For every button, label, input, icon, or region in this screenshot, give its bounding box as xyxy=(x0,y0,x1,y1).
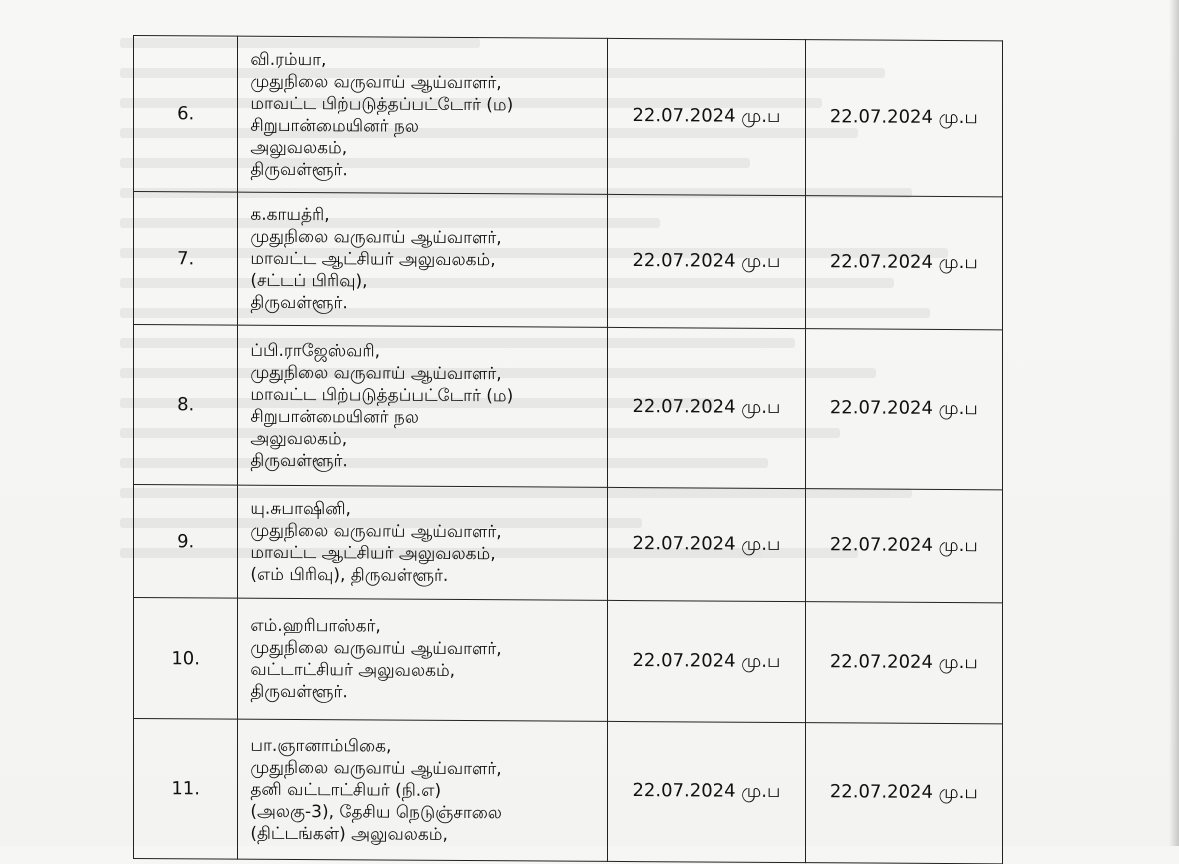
relieved-date: 22.07.2024 மு.ப xyxy=(608,38,805,195)
officer-detail-line: தனி வட்டாட்சியர் (நி.எ) xyxy=(250,779,442,801)
relieved-date: 22.07.2024 மு.ப xyxy=(608,721,805,862)
officer-detail-line: திருவள்ளூர். xyxy=(250,292,348,314)
officer-detail-line: யு.சுபாஷினி, xyxy=(250,498,351,520)
officer-detail-line: எம்.ஹரிபாஸ்கர், xyxy=(250,615,381,637)
relieved-date: 22.07.2024 மு.ப xyxy=(608,327,805,488)
row-number: 6. xyxy=(134,36,238,193)
officer-details xyxy=(238,36,608,194)
officers-table xyxy=(133,35,1003,864)
table-row xyxy=(134,598,1003,724)
officer-detail-line: மாவட்ட பிற்படுத்தப்பட்டோர் (ம) xyxy=(250,384,514,406)
officer-detail-line: திருவள்ளூர். xyxy=(250,681,348,703)
joined-date: 22.07.2024 மு.ப xyxy=(805,723,1002,864)
officer-detail-line: முதுநிலை வருவாய் ஆய்வாளர், xyxy=(250,757,502,779)
row-number: 7. xyxy=(134,192,238,326)
joined-date: 22.07.2024 மு.ப xyxy=(805,40,1002,197)
officer-detail-line: சிறுபான்மையினர் நல xyxy=(250,115,419,137)
table-row xyxy=(134,485,1003,603)
officer-detail-line: முதுநிலை வருவாய் ஆய்வாளர், xyxy=(250,362,502,384)
officer-detail-line: முதுநிலை வருவாய் ஆய்வாளர், xyxy=(250,71,502,93)
table-body xyxy=(134,36,1003,864)
officer-detail-line: (எம் பிரிவு), திருவள்ளூர். xyxy=(250,564,449,586)
joined-date: 22.07.2024 மு.ப xyxy=(805,329,1002,490)
row-number: 9. xyxy=(134,485,238,599)
row-number: 11. xyxy=(134,719,238,860)
table-row xyxy=(134,719,1003,864)
officer-detail-line: ப்பி.ராஜேஸ்வரி, xyxy=(250,340,381,362)
officer-detail-line: (அலகு-3), தேசிய நெடுஞ்சாலை xyxy=(250,801,502,823)
page-edge-shadow xyxy=(1169,0,1179,846)
officer-detail-line: வி.ரம்யா, xyxy=(250,49,327,70)
relieved-date: 22.07.2024 மு.ப xyxy=(608,487,805,601)
officer-detail-line: திருவள்ளூர். xyxy=(250,450,348,471)
officer-detail-line: பா.ஞானாம்பிகை, xyxy=(250,735,392,757)
officer-detail-line: அலுவலகம், xyxy=(250,137,348,158)
joined-date: 22.07.2024 மு.ப xyxy=(805,602,1002,724)
officer-details xyxy=(238,598,608,721)
officer-details xyxy=(238,192,608,327)
relieved-date: 22.07.2024 மு.ப xyxy=(608,600,805,722)
officer-detail-line: க.காயத்ரி, xyxy=(250,204,330,226)
officer-detail-line: வட்டாட்சியர் அலுவலகம், xyxy=(250,659,456,681)
officer-detail-line: முதுநிலை வருவாய் ஆய்வாளர், xyxy=(250,520,502,543)
officer-detail-line: (திட்டங்கள்) அலுவலகம், xyxy=(250,823,448,845)
officer-detail-line: திருவள்ளூர். xyxy=(250,159,348,180)
officer-details xyxy=(238,719,608,861)
officer-detail-line: (சட்டப் பிரிவு), xyxy=(250,270,368,292)
officer-detail-line: அலுவலகம், xyxy=(250,428,348,449)
officer-details xyxy=(238,485,608,600)
officer-details xyxy=(238,325,608,487)
row-number: 10. xyxy=(134,598,238,720)
officer-detail-line: முதுநிலை வருவாய் ஆய்வாளர், xyxy=(250,226,502,249)
relieved-date: 22.07.2024 மு.ப xyxy=(608,194,805,328)
officer-detail-line: மாவட்ட ஆட்சியர் அலுவலகம், xyxy=(250,542,496,565)
table-row xyxy=(134,192,1003,330)
officer-detail-line: சிறுபான்மையினர் நல xyxy=(250,406,419,428)
joined-date: 22.07.2024 மு.ப xyxy=(805,196,1002,330)
joined-date: 22.07.2024 மு.ப xyxy=(805,489,1002,603)
table-row xyxy=(134,325,1003,490)
officer-detail-line: முதுநிலை வருவாய் ஆய்வாளர், xyxy=(250,637,502,660)
row-number: 8. xyxy=(134,325,238,486)
officer-detail-line: மாவட்ட ஆட்சியர் அலுவலகம், xyxy=(250,248,496,271)
officer-detail-line: மாவட்ட பிற்படுத்தப்பட்டோர் (ம) xyxy=(250,93,514,115)
table-row xyxy=(134,36,1003,197)
